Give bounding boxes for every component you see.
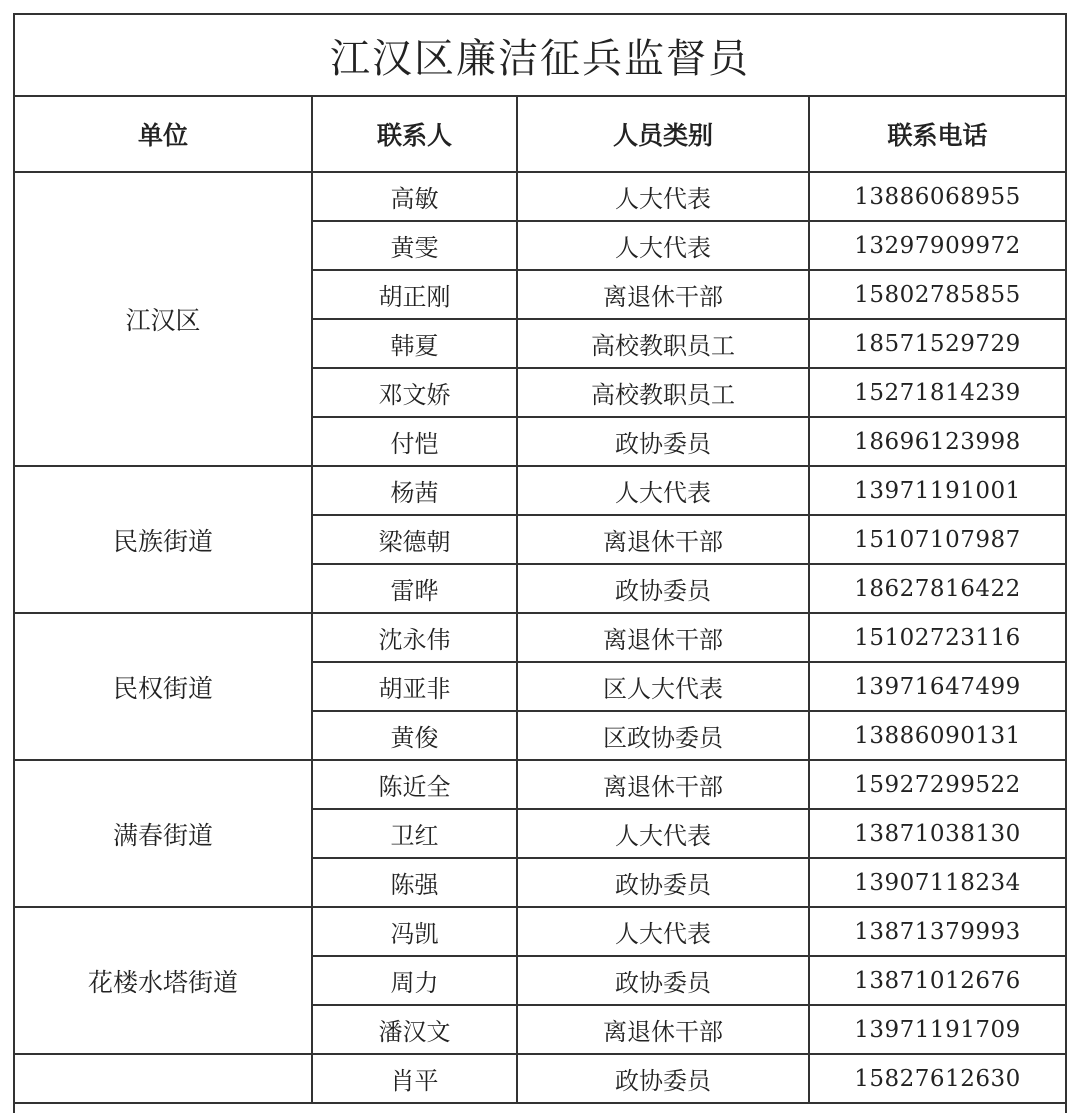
- category-cell: 区政协委员: [517, 711, 809, 760]
- category-cell: 政协委员: [517, 417, 809, 466]
- contact-name-cell: 黄俊: [312, 711, 517, 760]
- table-row: [15, 613, 1065, 662]
- phone-cell: 13886090131: [809, 711, 1065, 760]
- category-cell: 高校教职员工: [517, 319, 809, 368]
- header-unit: 单位: [15, 97, 312, 172]
- category-cell: 人大代表: [517, 907, 809, 956]
- contact-name-cell: 陈近全: [312, 760, 517, 809]
- unit-cell: [15, 1054, 312, 1103]
- contact-name-cell: 肖平: [312, 1054, 517, 1103]
- table-row: [15, 760, 1065, 809]
- contact-name-cell: 付恺: [312, 417, 517, 466]
- contact-name-cell: 冯凯: [312, 907, 517, 956]
- contact-name-cell: 雷晔: [312, 564, 517, 613]
- phone-cell: 13297909972: [809, 221, 1065, 270]
- category-cell: 离退休干部: [517, 613, 809, 662]
- category-cell: 政协委员: [517, 564, 809, 613]
- category-cell: 区人大代表: [517, 662, 809, 711]
- category-cell: 离退休干部: [517, 1005, 809, 1054]
- phone-cell: 15102723116: [809, 613, 1065, 662]
- contact-name-cell: 陈强: [312, 858, 517, 907]
- phone-cell: 13871379993: [809, 907, 1065, 956]
- category-cell: 离退休干部: [517, 760, 809, 809]
- phone-cell: 15107107987: [809, 515, 1065, 564]
- category-cell: 离退休干部: [517, 515, 809, 564]
- category-cell: 人大代表: [517, 172, 809, 221]
- header-category: 人员类别: [517, 97, 809, 172]
- table-row: [15, 466, 1065, 515]
- category-cell: 人大代表: [517, 466, 809, 515]
- contact-name-cell: 卫红: [312, 809, 517, 858]
- phone-cell: 15271814239: [809, 368, 1065, 417]
- table-row: [15, 907, 1065, 956]
- category-cell: 政协委员: [517, 858, 809, 907]
- phone-cell: 13871038130: [809, 809, 1065, 858]
- header-contact: 联系人: [312, 97, 517, 172]
- page-title: 江汉区廉洁征兵监督员: [15, 15, 1065, 97]
- category-cell: 高校教职员工: [517, 368, 809, 417]
- contact-name-cell: 邓文娇: [312, 368, 517, 417]
- contact-name-cell: 高敏: [312, 172, 517, 221]
- table-row: [15, 1054, 1065, 1103]
- category-cell: 人大代表: [517, 221, 809, 270]
- contact-name-cell: 胡亚非: [312, 662, 517, 711]
- table-row: [15, 172, 1065, 221]
- category-cell: 离退休干部: [517, 270, 809, 319]
- unit-cell: 民族街道: [15, 466, 312, 613]
- phone-cell: 15827612630: [809, 1054, 1065, 1103]
- table-body: [15, 172, 1065, 1103]
- header-phone: 联系电话: [809, 97, 1065, 172]
- contact-name-cell: 沈永伟: [312, 613, 517, 662]
- phone-cell: 13971191001: [809, 466, 1065, 515]
- category-cell: 政协委员: [517, 956, 809, 1005]
- contact-name-cell: 潘汉文: [312, 1005, 517, 1054]
- phone-cell: 13871012676: [809, 956, 1065, 1005]
- phone-cell: 18696123998: [809, 417, 1065, 466]
- phone-cell: 13971647499: [809, 662, 1065, 711]
- supervisor-table: [15, 97, 1065, 1104]
- phone-cell: 18571529729: [809, 319, 1065, 368]
- unit-cell: 花楼水塔街道: [15, 907, 312, 1054]
- supervisor-table-sheet: [13, 13, 1067, 1113]
- contact-name-cell: 韩夏: [312, 319, 517, 368]
- phone-cell: 15802785855: [809, 270, 1065, 319]
- phone-cell: 13971191709: [809, 1005, 1065, 1054]
- category-cell: 政协委员: [517, 1054, 809, 1103]
- phone-cell: 18627816422: [809, 564, 1065, 613]
- contact-name-cell: 梁德朝: [312, 515, 517, 564]
- contact-name-cell: 胡正刚: [312, 270, 517, 319]
- phone-cell: 13886068955: [809, 172, 1065, 221]
- category-cell: 人大代表: [517, 809, 809, 858]
- contact-name-cell: 周力: [312, 956, 517, 1005]
- contact-name-cell: 黄雯: [312, 221, 517, 270]
- unit-cell: 江汉区: [15, 172, 312, 466]
- unit-cell: 满春街道: [15, 760, 312, 907]
- phone-cell: 15927299522: [809, 760, 1065, 809]
- unit-cell: 民权街道: [15, 613, 312, 760]
- phone-cell: 13907118234: [809, 858, 1065, 907]
- table-header-row: [15, 97, 1065, 172]
- contact-name-cell: 杨茜: [312, 466, 517, 515]
